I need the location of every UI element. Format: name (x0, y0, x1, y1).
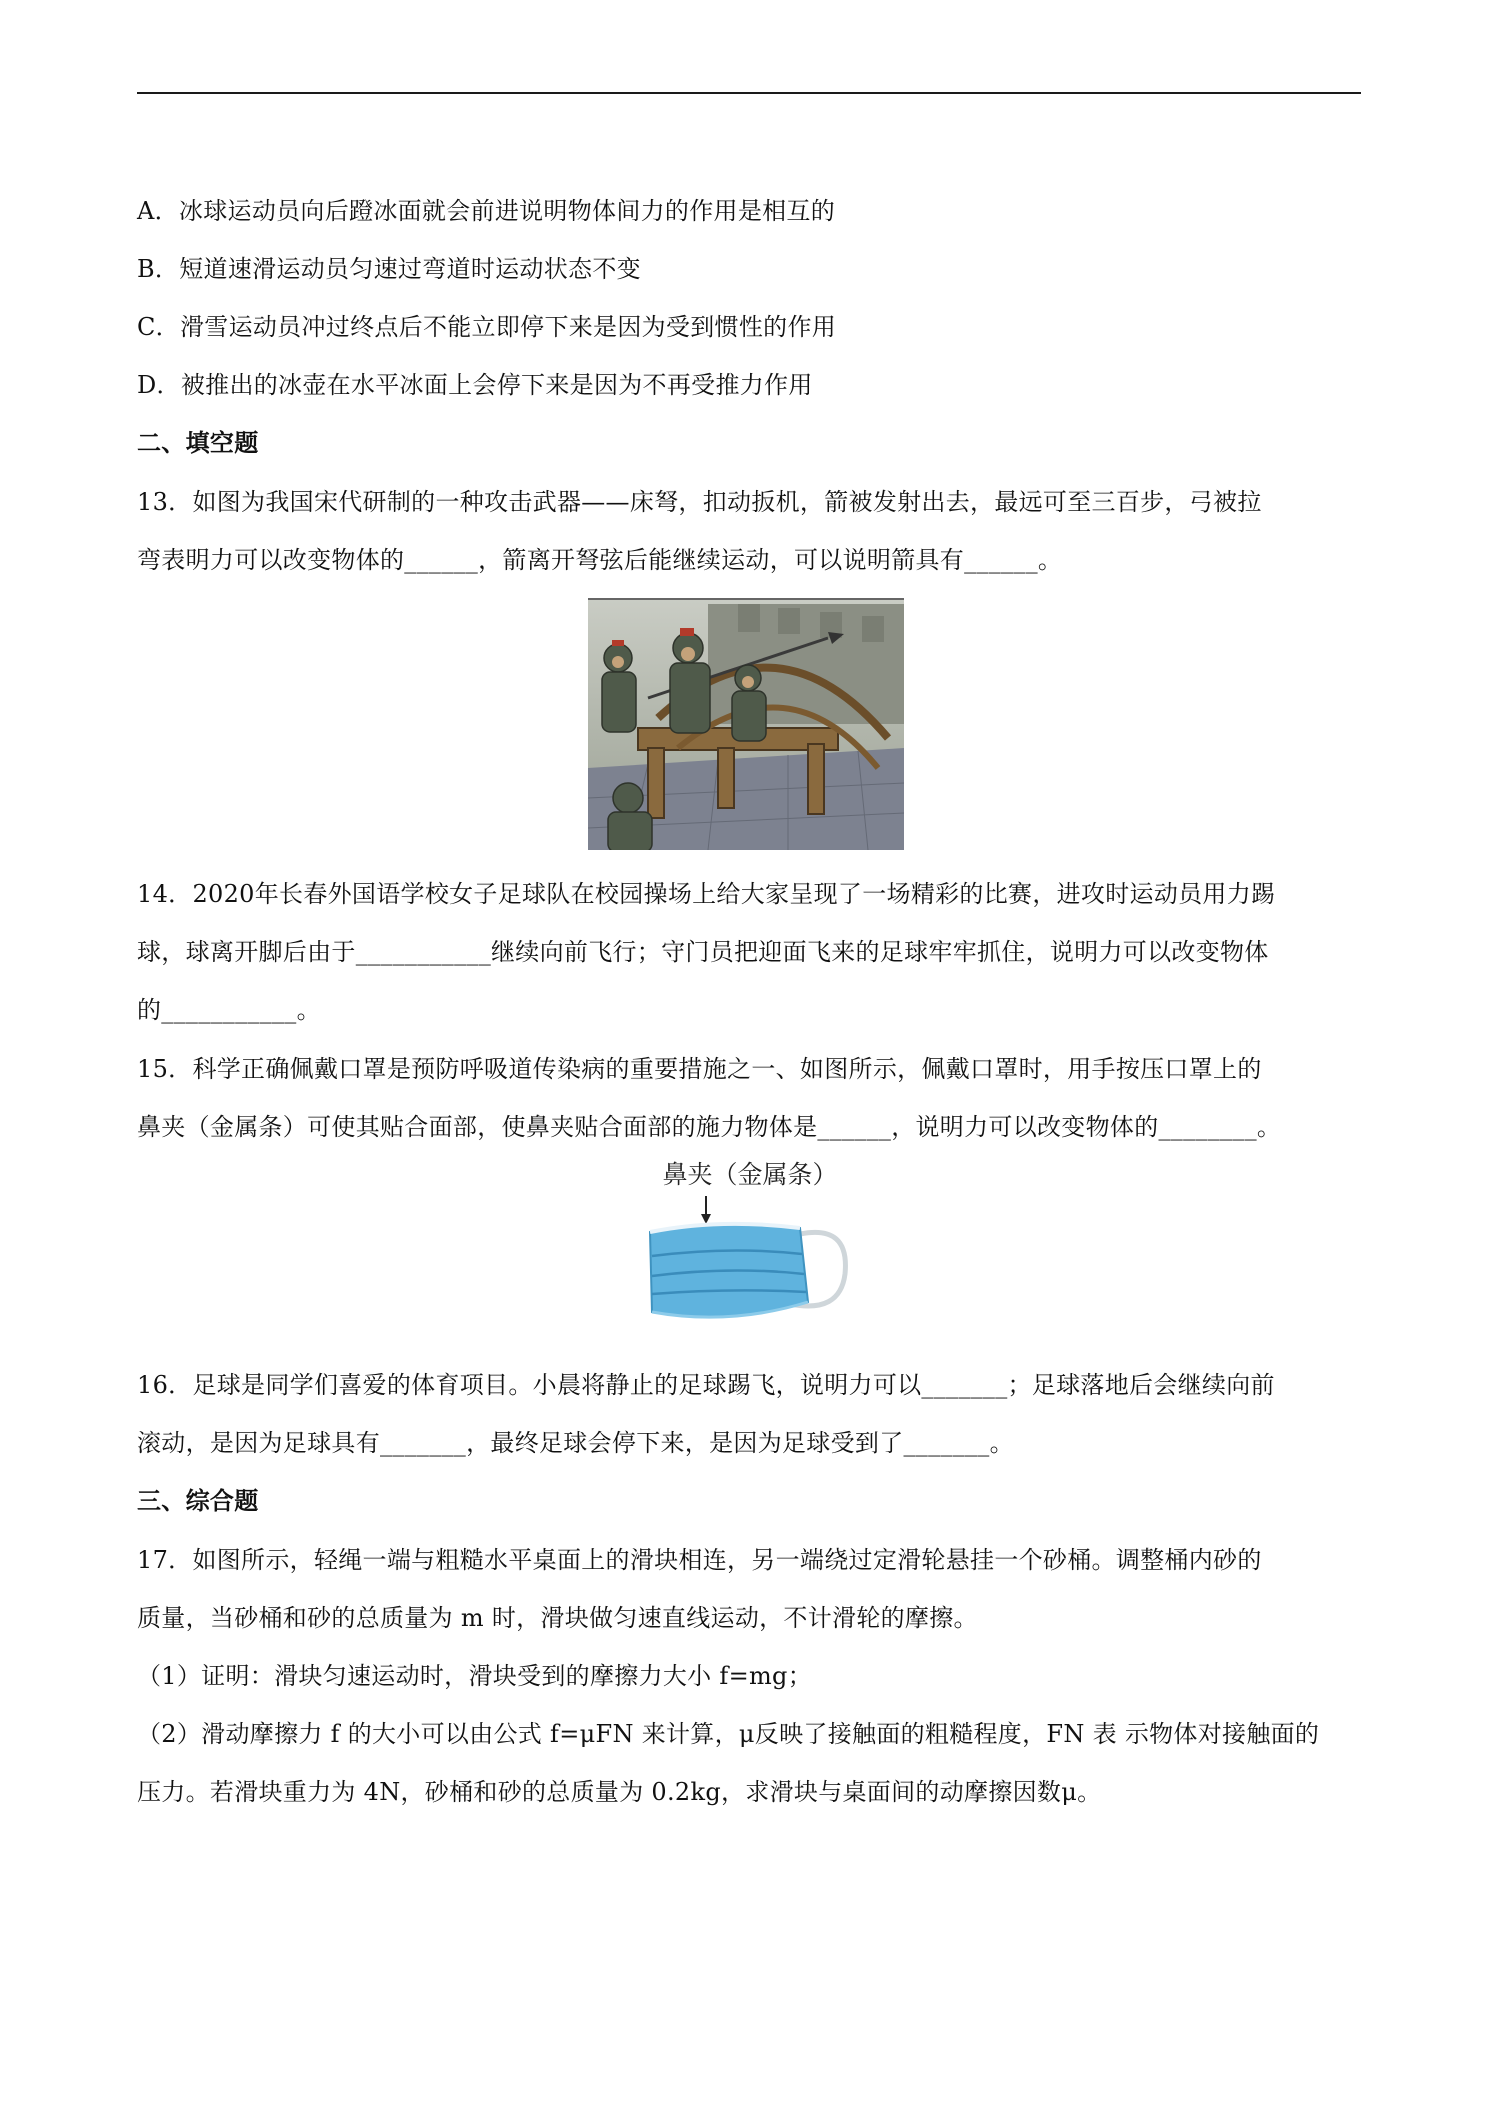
option-c: C．滑雪运动员冲过终点后不能立即停下来是因为受到惯性的作用 (137, 313, 837, 341)
header-rule (137, 92, 1361, 94)
option-b: B．短道速滑运动员匀速过弯道时运动状态不变 (137, 255, 641, 283)
section-heading-fill-in: 二、填空题 (137, 428, 259, 457)
q17-part-2-line-2: 压力。若滑块重力为 4N，砂桶和砂的总质量为 0.2kg，求滑块与桌面间的动摩擦因数μ。 (137, 1778, 1102, 1806)
q15-line-1: 15．科学正确佩戴口罩是预防呼吸道传染病的重要措施之一、如图所示，佩戴口罩时，用手按压口罩上的 (137, 1055, 1262, 1083)
mask-label: 鼻夹（金属条） (662, 1160, 838, 1189)
q14-line-2: 球，球离开脚后由于___________继续向前飞行；守门员把迎面飞来的足球牢牢抓住，说明力可以改变物体 (137, 938, 1269, 966)
q17-line-2: 质量，当砂桶和砂的总质量为 m 时，滑块做匀速直线运动，不计滑轮的摩擦。 (137, 1604, 978, 1632)
section-heading-comprehensive: 三、综合题 (137, 1486, 259, 1515)
q13-line-1: 13．如图为我国宋代研制的一种攻击武器——床弩，扣动扳机，箭被发射出去，最远可至三百步，弓被拉 (137, 488, 1262, 516)
q14-line-3: 的___________。 (137, 996, 321, 1024)
option-a: A．冰球运动员向后蹬冰面就会前进说明物体间力的作用是相互的 (137, 197, 836, 225)
q17-part-1: （1）证明：滑块匀速运动时，滑块受到的摩擦力大小 f=mg； (137, 1662, 813, 1690)
q17-part-2-line-1: （2）滑动摩擦力 f 的大小可以由公式 f=μFN 来计算，μ反映了接触面的粗糙程度，FN 表 示物体对接触面的 (137, 1720, 1320, 1748)
q13-line-2: 弯表明力可以改变物体的______，箭离开弩弦后能继续运动，可以说明箭具有______。 (137, 546, 1063, 574)
q16-line-2: 滚动，是因为足球具有_______，最终足球会停下来，是因为足球受到了_______。 (137, 1429, 1014, 1457)
q17-line-1: 17．如图所示，轻绳一端与粗糙水平桌面上的滑块相连，另一端绕过定滑轮悬挂一个砂桶。调整桶内砂的 (137, 1546, 1262, 1574)
mask-illustration (640, 1194, 850, 1334)
crossbow-illustration (588, 598, 904, 850)
q15-line-2: 鼻夹（金属条）可使其贴合面部，使鼻夹贴合面部的施力物体是______，说明力可以改变物体的________。 (137, 1113, 1282, 1141)
option-d: D．被推出的冰壶在水平冰面上会停下来是因为不再受推力作用 (137, 371, 813, 399)
q16-line-1: 16．足球是同学们喜爱的体育项目。小晨将静止的足球踢飞，说明力可以_______；足球落地后会继续向前 (137, 1371, 1275, 1399)
q14-line-1: 14．2020年长春外国语学校女子足球队在校园操场上给大家呈现了一场精彩的比赛，进攻时运动员用力踢 (137, 880, 1276, 908)
